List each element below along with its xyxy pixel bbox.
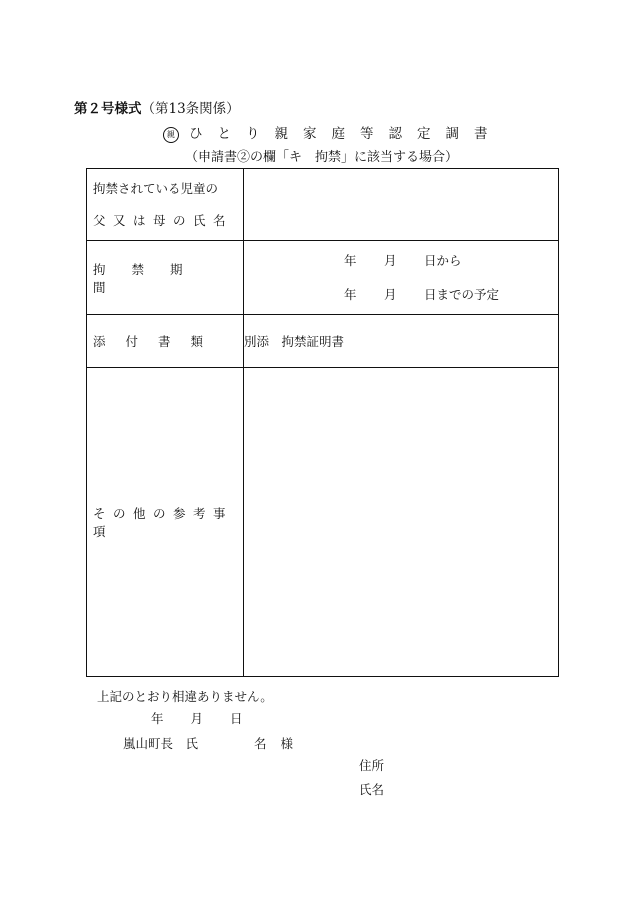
period-from-year: 年 <box>344 252 357 268</box>
parent-name-label <box>87 169 244 241</box>
other-label: その他の参考事項 <box>87 368 244 677</box>
form-number-label: 第２号様式 <box>74 101 142 117</box>
period-until-suffix: 日までの予定 <box>424 286 500 302</box>
addressee <box>123 734 293 752</box>
period-field[interactable] <box>244 241 559 315</box>
parent-seal-icon: 親 <box>163 127 179 143</box>
attachments-label: 添付書類 <box>87 315 244 368</box>
period-label: 拘禁期間 <box>87 241 244 315</box>
period-from-month: 月 <box>384 252 397 268</box>
parent-name-label-line1: 拘禁されている児童の <box>93 180 219 196</box>
form-number <box>74 97 240 117</box>
other-field[interactable] <box>244 368 559 677</box>
attachments-value: 別添 拘禁証明書 <box>244 315 559 368</box>
signer-address-label: 住所 <box>359 758 385 773</box>
certification-table <box>86 168 559 677</box>
signer-name-label: 氏名 <box>359 782 385 797</box>
period-until-year: 年 <box>344 286 357 302</box>
row-other <box>87 368 559 677</box>
document-subtitle: （申請書②の欄「キ 拘禁」に該当する場合） <box>185 150 459 165</box>
row-attachments <box>87 315 559 368</box>
period-from-line <box>244 244 558 278</box>
parent-name-label-line2: 父又は母の氏名 <box>93 212 234 228</box>
row-parent-name <box>87 169 559 241</box>
period-from-suffix: 日から <box>424 252 462 268</box>
period-until-line <box>244 278 558 312</box>
addressee-honorific: 様 <box>280 736 294 751</box>
confirmation-statement: 上記のとおり相違ありません。 <box>97 689 273 704</box>
document-title <box>163 122 503 143</box>
form-article: （第13条関係） <box>141 101 240 117</box>
date-line <box>151 709 243 727</box>
date-year: 年 <box>151 711 164 726</box>
parent-name-field[interactable] <box>244 169 559 241</box>
date-day: 日 <box>230 711 243 726</box>
date-month: 月 <box>190 711 204 726</box>
period-until-month: 月 <box>384 286 397 302</box>
addressee-prefix: 嵐山町長 氏 <box>123 736 199 751</box>
title-text: ひとり親家庭等認定調書 <box>189 126 503 142</box>
row-period <box>87 241 559 315</box>
addressee-name-label: 名 <box>254 736 267 751</box>
